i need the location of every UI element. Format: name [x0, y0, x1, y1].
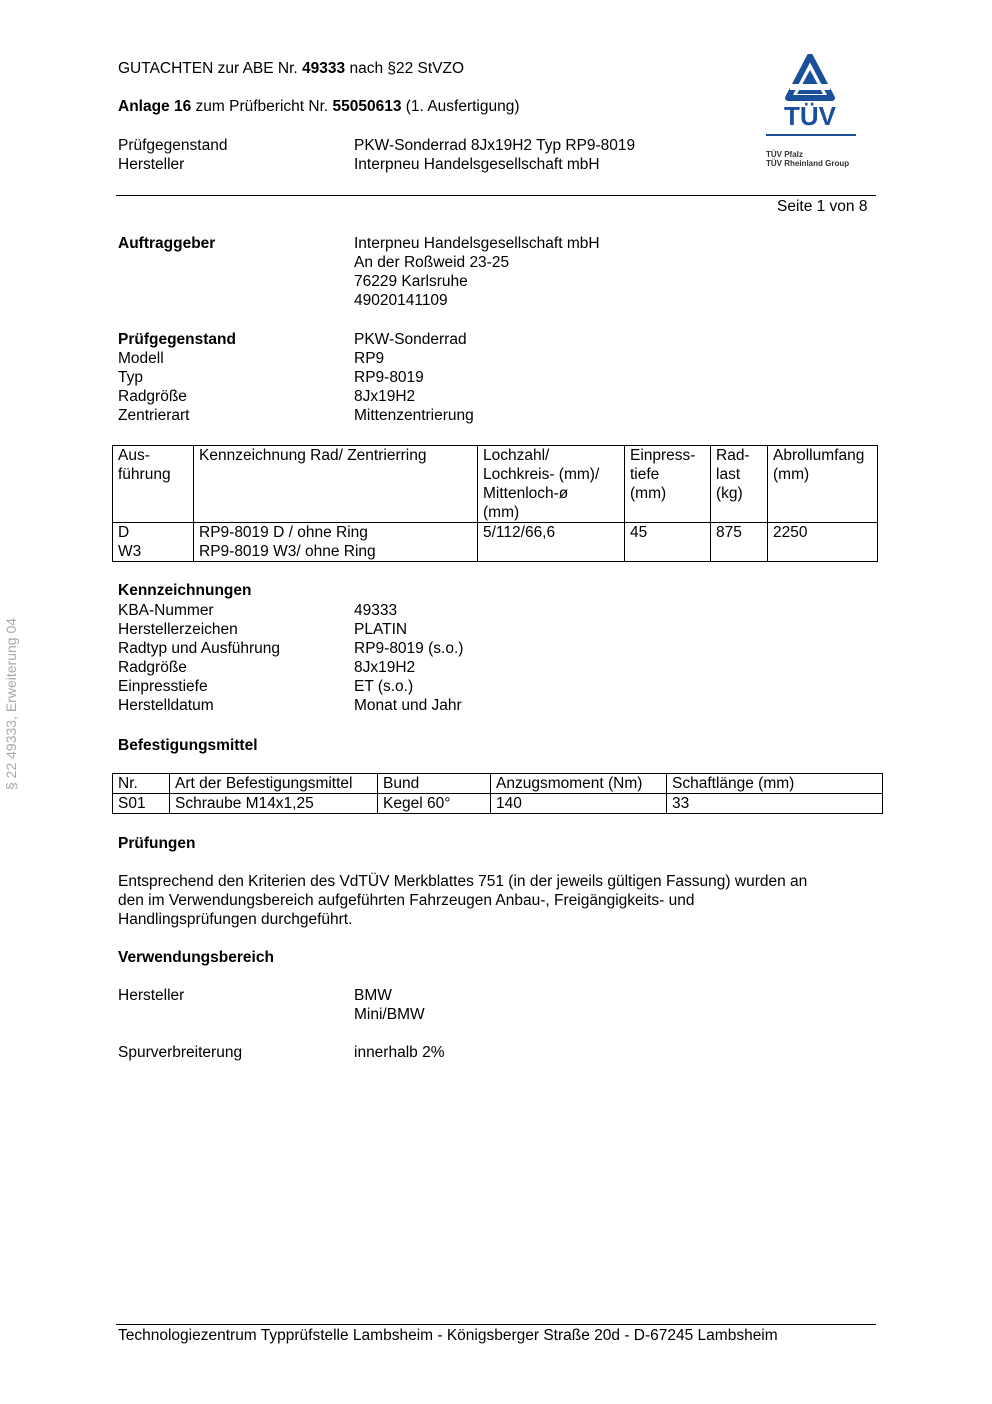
table-header-cell: Bund: [378, 774, 491, 794]
annex-line: [118, 97, 520, 116]
footer-divider: [116, 1324, 876, 1325]
tests-line: den im Verwendungsbereich aufgeführten Fahrzeugen Anbau-, Freigängigkeits- und: [118, 892, 695, 909]
marking-val: 49333: [354, 602, 398, 619]
annex-mid: zum Prüfbericht Nr.: [191, 98, 333, 115]
wheel-table: [112, 445, 878, 562]
test-object-block: [118, 330, 858, 425]
offset-cell: 45: [625, 523, 711, 562]
table-header-cell: Nr.: [113, 774, 170, 794]
usage-manufacturer: BMW: [354, 987, 392, 1004]
markings-title: Kennzeichnungen: [118, 582, 252, 599]
table-header-cell: Rad- last (kg): [711, 446, 768, 523]
test-object-val: RP9-8019: [354, 369, 424, 386]
tests-paragraph: [118, 872, 878, 929]
client-line: 49020141109: [354, 292, 448, 309]
fasteners-table: [112, 773, 883, 814]
test-object-val: RP9: [354, 350, 385, 367]
marking-key: Radtyp und Ausführung: [118, 640, 281, 657]
client-line: Interpneu Handelsgesellschaft mbH: [354, 235, 600, 252]
marking-key: Herstelldatum: [118, 697, 214, 714]
fasteners-title: Befestigungsmittel: [118, 737, 258, 754]
client-label: Auftraggeber: [118, 235, 216, 252]
marking-val: RP9-8019 (s.o.): [354, 640, 464, 657]
table-header-cell: Art der Befestigungsmittel: [170, 774, 378, 794]
tuv-logo-line2: TÜV Rheinland Group: [766, 159, 850, 168]
tuv-logo-line1: TÜV Pfalz: [766, 150, 803, 159]
track-label: Spurverbreiterung: [118, 1044, 243, 1061]
circumference-cell: 2250: [768, 523, 878, 562]
table-header-row: [113, 446, 878, 523]
marking-key: Herstellerzeichen: [118, 621, 238, 638]
table-cell: 140: [491, 794, 667, 814]
annex-label: Anlage 16: [118, 98, 192, 115]
table-header-cell: Abrollumfang (mm): [768, 446, 878, 523]
side-note: § 22 49333, Erweiterung 04: [3, 617, 19, 790]
header-subject-label: Prüfgegenstand: [118, 137, 228, 154]
test-object-key: Modell: [118, 350, 164, 367]
load-cell: 875: [711, 523, 768, 562]
tuv-logo-rule: [766, 134, 856, 136]
title-prefix: GUTACHTEN zur ABE Nr.: [118, 60, 303, 77]
table-row: [113, 794, 883, 814]
test-object-val: Mittenzentrierung: [354, 407, 474, 424]
bolt-pattern-cell: 5/112/66,6: [478, 523, 625, 562]
tests-title: Prüfungen: [118, 835, 196, 852]
table-header-cell: Einpress- tiefe (mm): [625, 446, 711, 523]
table-cell: 33: [667, 794, 883, 814]
tests-line: Entsprechend den Kriterien des VdTÜV Merkblattes 751 (in der jeweils gültigen Fassung) wurden an: [118, 873, 808, 890]
header-manufacturer-label: Hersteller: [118, 156, 185, 173]
table-cell: Kegel 60°: [378, 794, 491, 814]
header-divider: [116, 195, 876, 196]
marking-val: 8Jx19H2: [354, 659, 416, 676]
test-object-val: 8Jx19H2: [354, 388, 416, 405]
report-title: [118, 59, 464, 78]
test-object-key: Typ: [118, 369, 143, 386]
tests-line: Handlingsprüfungen durchgeführt.: [118, 911, 353, 928]
table-header-row: [113, 774, 883, 794]
markings-block: [118, 601, 858, 715]
table-header-cell: Anzugsmoment (Nm): [491, 774, 667, 794]
client-line: 76229 Karlsruhe: [354, 273, 468, 290]
footer-text: Technologiezentrum Typprüfstelle Lambsheim - Königsberger Straße 20d - D-67245 Lambsheim: [118, 1327, 778, 1344]
marking-key: Radgröße: [118, 659, 187, 676]
test-object-key: Zentrierart: [118, 407, 190, 424]
usage-title: Verwendungsbereich: [118, 949, 274, 966]
table-row: [113, 523, 878, 562]
marking-cell: RP9-8019 D / ohne Ring RP9-8019 W3/ ohne Ring: [194, 523, 478, 562]
table-header-cell: Aus- führung: [113, 446, 194, 523]
marking-val: ET (s.o.): [354, 678, 414, 695]
table-header-cell: Kennzeichnung Rad/ Zentrierring: [194, 446, 478, 523]
track-value: innerhalb 2%: [354, 1044, 445, 1061]
page-number: Seite 1 von 8: [777, 198, 868, 215]
tuv-logo-text: TÜV: [784, 101, 836, 131]
test-object-label: Prüfgegenstand: [118, 331, 236, 348]
variant-cell: D W3: [113, 523, 194, 562]
usage-manufacturer-label: Hersteller: [118, 987, 185, 1004]
title-suffix: nach §22 StVZO: [345, 60, 465, 77]
table-header-cell: Lochzahl/ Lochkreis- (mm)/ Mittenloch-ø (mm): [478, 446, 625, 523]
header-subject-block: [118, 136, 858, 174]
test-object-key: Radgröße: [118, 388, 187, 405]
table-cell: Schraube M14x1,25: [170, 794, 378, 814]
usage-manufacturer: Mini/BMW: [354, 1006, 425, 1023]
client-line: An der Roßweid 23-25: [354, 254, 510, 271]
table-header-cell: Schaftlänge (mm): [667, 774, 883, 794]
marking-val: PLATIN: [354, 621, 408, 638]
marking-key: KBA-Nummer: [118, 602, 214, 619]
report-number: 55050613: [332, 98, 402, 115]
header-manufacturer-value: Interpneu Handelsgesellschaft mbH: [354, 156, 600, 173]
annex-suffix: (1. Ausfertigung): [401, 98, 520, 115]
header-subject-value: PKW-Sonderrad 8Jx19H2 Typ RP9-8019: [354, 137, 636, 154]
tuv-logo: [762, 54, 858, 174]
client-block: [118, 234, 858, 310]
abe-number: 49333: [302, 60, 346, 77]
table-cell: S01: [113, 794, 170, 814]
marking-val: Monat und Jahr: [354, 697, 462, 714]
marking-key: Einpresstiefe: [118, 678, 208, 695]
test-object-value: PKW-Sonderrad: [354, 331, 467, 348]
usage-block: [118, 986, 858, 1062]
